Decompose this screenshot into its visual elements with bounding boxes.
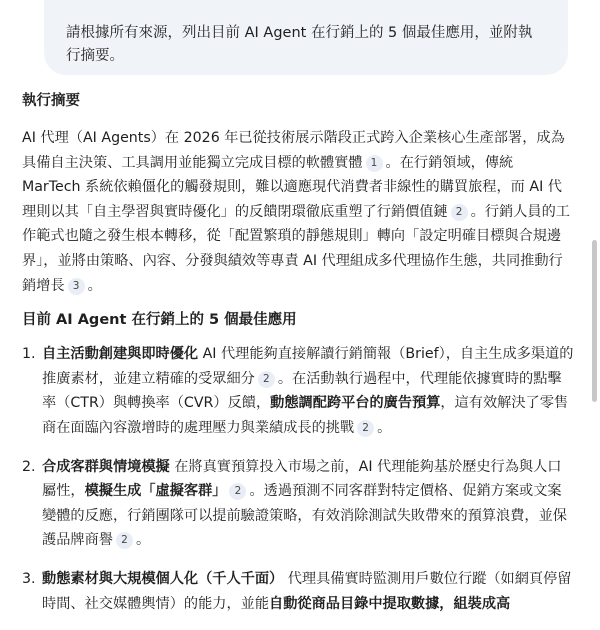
item-title: 動態素材與大規模個人化（千人千面）: [42, 570, 284, 587]
list-item: [22, 567, 574, 616]
list-item: [22, 455, 574, 553]
list-item: [22, 342, 574, 440]
item-title: 合成客群與情境模擬: [42, 458, 170, 475]
item-text: 代理具備實時監測用戶數位行蹤（如網頁停留時間、社交媒體輿情）的能力，並能: [42, 570, 572, 612]
citation-chip[interactable]: 2: [357, 420, 374, 437]
use-cases-list: [22, 342, 574, 616]
item-text: 在將真實預算投入市場之前，AI 代理能夠基於歷史行為與人口屬性，: [42, 458, 562, 500]
summary-text-2: 。在行銷領域，傳統 MarTech 系統依賴僵化的觸發規則，難以適應現代消費者非線性的購買旅程，而 AI 代理則以其「自主學習與實時優化」的反饋閉環徹底重塑了行銷價值鏈: [22, 154, 562, 220]
item-text: 。: [377, 419, 392, 436]
citation-chip[interactable]: 2: [451, 204, 468, 221]
scrollbar-thumb[interactable]: [592, 240, 597, 402]
summary-heading: 執行摘要: [22, 93, 80, 109]
use-cases-heading: 目前 AI Agent 在行銷上的 5 個最佳應用: [22, 312, 297, 329]
summary-paragraph: [22, 126, 574, 298]
user-prompt-bubble: [44, 0, 568, 75]
item-text: 。在活動執行過程中，代理能依據實時的點擊率（CTR）與轉換率（CVR）反饋，: [42, 370, 562, 412]
item-text: AI 代理能夠直接解讀行銷簡報（Brief），自主生成多渠道的推廣素材，並建立精確的受眾細分: [42, 346, 574, 387]
item-text: ，這有效解決了零售商在面臨內容激增時的處理壓力與業績成長的挑戰: [42, 395, 569, 436]
item-bold-text: 自動從商品目錄中提取數據，組裝成高: [269, 595, 511, 612]
citation-chip[interactable]: 2: [258, 371, 275, 388]
citation-chip[interactable]: 1: [366, 155, 383, 172]
citation-chip[interactable]: 2: [229, 483, 246, 500]
user-prompt-text: 請根據所有來源，列出目前 AI Agent 在行銷上的 5 個最佳應用，並附執行摘要。: [66, 25, 533, 64]
summary-text-4: 。: [87, 277, 102, 294]
item-text: 。: [135, 532, 151, 549]
item-bold-text: 動態調配跨平台的廣告預算: [270, 395, 441, 412]
summary-text-1: AI 代理（AI Agents）在 2026 年已從技術展示階段正式跨入企業核心生產部署，成為具備自主決策、工具調用並能獨立完成目標的軟體實體: [22, 130, 565, 171]
list-number: 2.: [22, 458, 36, 475]
assistant-response: [22, 90, 574, 630]
item-bold-text: 模擬生成「虛擬客群」: [84, 483, 227, 500]
item-title: 自主活動創建與即時優化: [42, 346, 199, 363]
list-number: 1.: [22, 346, 36, 363]
citation-chip[interactable]: 2: [116, 532, 133, 549]
citation-chip[interactable]: 3: [68, 278, 85, 295]
list-number: 3.: [22, 570, 36, 587]
item-text: 。透過預測不同客群對特定價格、促銷方案或文案變體的反應，行銷團隊可以提前驗證策略，有效消除測試失敗帶來的預算浪費，並保護品牌商譽: [42, 483, 567, 549]
summary-text-3: 。行銷人員的工作範式也隨之發生根本轉移，從「配置繁瑣的靜態規則」轉向「設定明確目標與合規邊界」，並將由策略、內容、分發與績效等專責 AI 代理組成多代理協作生態，共同推動行銷增長: [22, 203, 570, 294]
